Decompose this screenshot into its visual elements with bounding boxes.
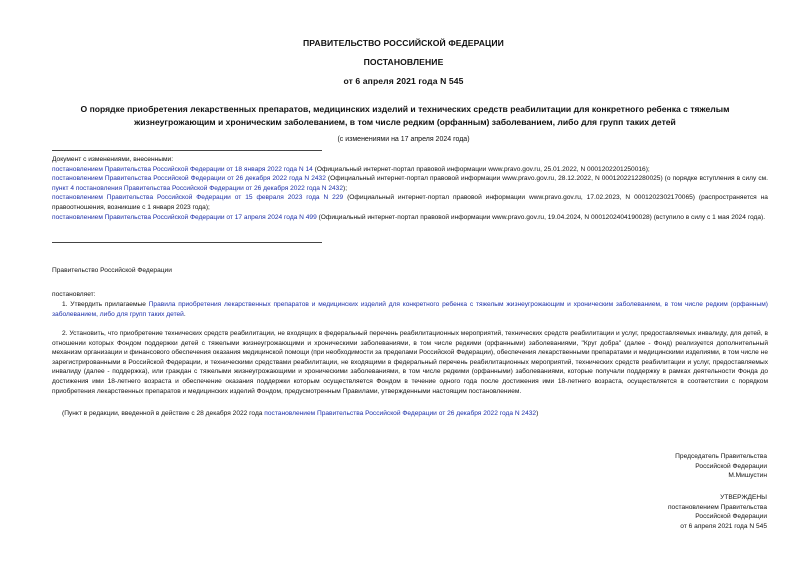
change-text-1: (Официальный интернет-портал правовой информации www.pravo.gov.ru, 25.01.2022, N 0001202201250016); bbox=[312, 165, 650, 173]
change-item-2 bbox=[52, 174, 768, 193]
government-line: Правительство Российской Федерации bbox=[52, 267, 172, 274]
change-link-2b[interactable]: пункт 4 постановления Правительства Российской Федерации от 26 декабря 2022 года N 2432 bbox=[52, 184, 343, 192]
changes-date-note: (с изменениями на 17 апреля 2024 года) bbox=[337, 136, 470, 143]
change-item-1 bbox=[52, 165, 768, 175]
change-link-2[interactable]: постановлением Правительства Российской Федерации от 26 декабря 2022 года N 2432 bbox=[52, 175, 326, 183]
change-text-2: (Официальный интернет-портал правовой информации www.pravo.gov.ru, 28.12.2022, N 0001202212280025) (о порядке вступления в силу см. bbox=[325, 175, 768, 183]
paragraph-2: 2. Установить, что приобретение технических средств реабилитации, не входящих в федеральный перечень реабилитационных мероприятий, технических средств реабилитации и услуг, предоставляемых инвалиду, для детей, в отношении которых Фондом поддержки детей с тяжелыми жизнеугрожающими и хроническими заболеваниями, в том числе редкими (орфанными) заболеваниями, "Круг добра" (далее - Фонд) реализуется дополнительный механизм организации и финансового обеспечения оказания медицинской помощи (при необходимости за пределами Российской Федерации), обеспечения лекарственными препаратами и медицинскими изделиями, в том числе не зарегистрированными в Российской Федерации, и техническими средствами реабилитации, не входящими в федеральный перечень реабилитационных мероприятий, технических средств реабилитации и услуг, предоставляемых инвалиду (далее - поддержка), или граждан с тяжелыми жизнеугрожающими и хроническими заболеваниями, в том числе редкими (орфанными) заболеваниями, которые получали поддержку в рамках деятельности Фонда до достижения ими 18-летнего возраста и обеспечение оказания поддержки которым осуществляется Фондом в течение одного года после достижения ими 18-летнего возраста, осуществляется в соответствии с порядком приобретения лекарственных препаратов и медицинских изделий Фондом, предусмотренным Правилами, утвержденными настоящим постановлением. bbox=[52, 330, 768, 395]
approved-block bbox=[567, 493, 767, 531]
document-date-number: от 6 апреля 2021 года N 545 bbox=[343, 76, 464, 86]
changes-intro: Документ с изменениями, внесенными: bbox=[52, 156, 174, 163]
approved-by: постановлением Правительства bbox=[667, 503, 767, 511]
signature-name: М.Мишустин bbox=[728, 472, 767, 480]
paragraph-1-suffix: . bbox=[183, 310, 186, 318]
paragraph-2-note-suffix: ) bbox=[536, 410, 539, 417]
rules-link[interactable]: Правила приобретения лекарственных препаратов и медицинских изделий для конкретного ребенка с тяжелым жизнеугрожающим и хроническим заболеванием, в том числе редким (орфанным) заболеванием, либо для групп таких детей bbox=[52, 301, 768, 318]
paragraph-2-note bbox=[52, 409, 768, 419]
changes-block bbox=[52, 155, 768, 222]
signature-country: Российской Федерации bbox=[695, 462, 767, 470]
signature-position: Председатель Правительства bbox=[675, 453, 767, 460]
paragraph-1 bbox=[52, 300, 768, 319]
approved-country: Российской Федерации bbox=[695, 513, 767, 521]
change-link-4[interactable]: постановлением Правительства Российской Федерации от 17 апреля 2024 года N 499 bbox=[52, 213, 317, 221]
government-name: ПРАВИТЕЛЬСТВО РОССИЙСКОЙ ФЕДЕРАЦИИ bbox=[303, 38, 504, 48]
paragraph-2-note-prefix: (Пункт в редакции, введенной в действие с 28 декабря 2022 года bbox=[62, 410, 265, 417]
change-link-1[interactable]: постановлением Правительства Российской Федерации от 18 января 2022 года N 14 bbox=[52, 165, 313, 173]
document-type: ПОСТАНОВЛЕНИЕ bbox=[363, 57, 444, 67]
change-item-4 bbox=[52, 213, 768, 223]
change-text-2b: ); bbox=[343, 184, 348, 192]
change-link-3[interactable]: постановлением Правительства Российской Федерации от 15 февраля 2023 года N 229 bbox=[52, 194, 344, 202]
change-item-3 bbox=[52, 193, 768, 212]
change-text-4: (Официальный интернет-портал правовой информации www.pravo.gov.ru, 19.04.2024, N 0001202404190028) (вступило в силу с 1 мая 2024 года). bbox=[316, 213, 766, 221]
paragraph-1-prefix: 1. Утвердить прилагаемые bbox=[62, 301, 149, 308]
resolves-line: постановляет: bbox=[52, 291, 96, 298]
document-title: О порядке приобретения лекарственных препаратов, медицинских изделий и технических средств реабилитации для конкретного ребенка с тяжелым жизнеугрожающим и хроническим заболеванием, в том числе редким (орфанным) заболеванием, либо для групп таких детей bbox=[80, 104, 730, 127]
signature-block bbox=[567, 452, 767, 481]
approved-date: от 6 апреля 2021 года N 545 bbox=[680, 522, 767, 530]
paragraph-2-note-link[interactable]: постановлением Правительства Российской Федерации от 26 декабря 2022 года N 2432 bbox=[264, 410, 537, 417]
change-text-3: (Официальный интернет-портал правовой информации www.pravo.gov.ru, 17.02.2023, N 0001202302170065) (распространяется на правоотношения, возникшие с 1 января 2023 года); bbox=[52, 194, 768, 211]
divider-top bbox=[52, 150, 322, 151]
divider-bottom bbox=[52, 242, 322, 243]
approved-title: УТВЕРЖДЕНЫ bbox=[720, 494, 767, 501]
